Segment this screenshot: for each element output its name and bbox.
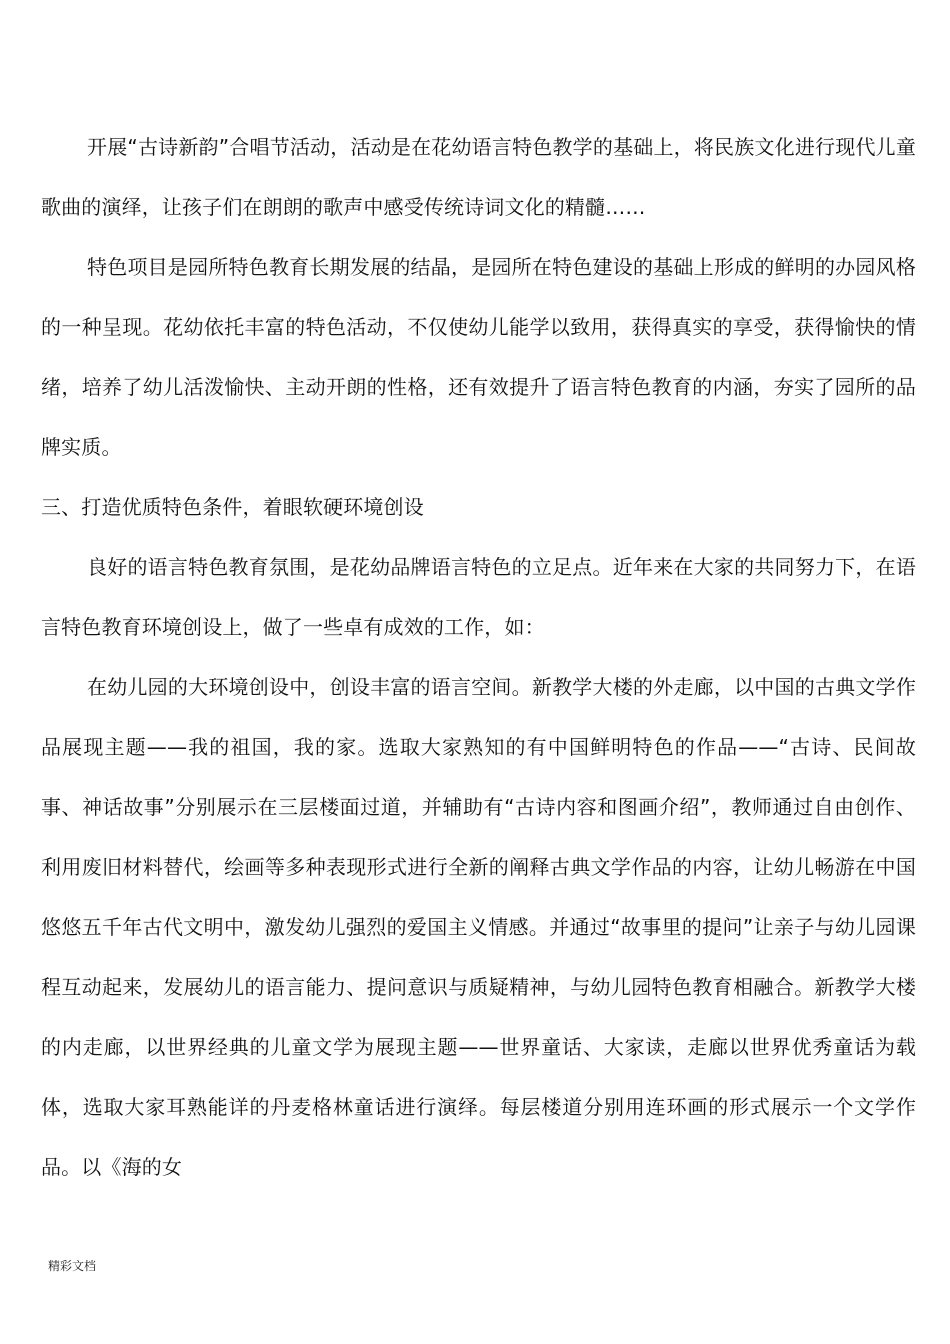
document-body (41, 117, 916, 1197)
paragraph-2: 特色项目是园所特色教育长期发展的结晶，是园所在特色建设的基础上形成的鲜明的办园风格的一种呈现。花幼依托丰富的特色活动，不仅使幼儿能学以致用，获得真实的享受，获得愉快的情绪，培养了幼儿活泼愉快、主动开朗的性格，还有效提升了语言特色教育的内涵，夯实了园所的品牌实质。 (41, 255, 916, 459)
section-heading: 三、打造优质特色条件，着眼软硬环境创设 (41, 495, 424, 519)
paragraph-1: 开展“古诗新韵”合唱节活动，活动是在花幼语言特色教学的基础上，将民族文化进行现代儿童歌曲的演绎，让孩子们在朗朗的歌声中感受传统诗词文化的精髓…… (41, 135, 916, 219)
paragraph-4: 在幼儿园的大环境创设中，创设丰富的语言空间。新教学大楼的外走廊，以中国的古典文学作品展现主题——我的祖国，我的家。选取大家熟知的有中国鲜明特色的作品——“古诗、民间故事、神话故事”分别展示在三层楼面过道，并辅助有“古诗内容和图画介绍”，教师通过自由创作、利用废旧材料替代，绘画等多种表现形式进行全新的阐释古典文学作品的内容，让幼儿畅游在中国悠悠五千年古代文明中，激发幼儿强烈的爱国主义情感。并通过“故事里的提问”让亲子与幼儿园课程互动起来，发展幼儿的语言能力、提问意识与质疑精神，与幼儿园特色教育相融合。新教学大楼的内走廊，以世界经典的儿童文学为展现主题——世界童话、大家读，走廊以世界优秀童话为载体，选取大家耳熟能详的丹麦格林童话进行演绎。每层楼道分别用连环画的形式展示一个文学作品。以《海的女 (41, 675, 916, 1179)
page-footer: 精彩文档 (48, 1259, 97, 1273)
paragraph-3: 良好的语言特色教育氛围，是花幼品牌语言特色的立足点。近年来在大家的共同努力下，在语言特色教育环境创设上，做了一些卓有成效的工作，如： (41, 555, 916, 639)
